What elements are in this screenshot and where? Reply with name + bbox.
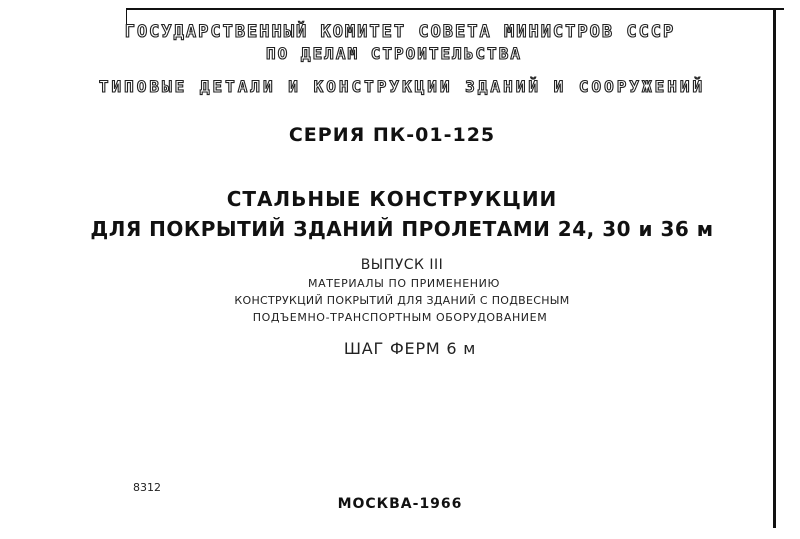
main-title-line-2: ДЛЯ ПОКРЫТИЙ ЗДАНИЙ ПРОЛЕТАМИ 24, 30 и 36 м — [90, 217, 714, 241]
materials-line-1: МАТЕРИАЛЫ ПО ПРИМЕНЕНИЮ — [308, 277, 500, 290]
series-title: СЕРИЯ ПК-01-125 — [288, 124, 496, 146]
city-year: МОСКВА-1966 — [337, 496, 463, 512]
materials-line-3: ПОДЪЕМНО-ТРАНСПОРТНЫМ ОБОРУДОВАНИЕМ — [252, 311, 548, 324]
frame-top-border — [126, 8, 784, 10]
main-title-line-1: СТАЛЬНЫЕ КОНСТРУКЦИИ — [226, 187, 558, 211]
committee-line-2: ПО ДЕЛАМ СТРОИТЕЛЬСТВА — [266, 44, 522, 63]
materials-line-2: КОНСТРУКЦИЙ ПОКРЫТИЙ ДЛЯ ЗДАНИЙ С ПОДВЕСНЫМ — [234, 294, 570, 307]
issue-label: ВЫПУСК III — [360, 257, 444, 273]
category-line: ТИПОВЫЕ ДЕТАЛИ И КОНСТРУКЦИИ ЗДАНИЙ И СООРУЖЕНИЙ — [98, 77, 706, 96]
document-code: 8312 — [133, 481, 161, 494]
committee-line-1: ГОСУДАРСТВЕННЫЙ КОМИТЕТ СОВЕТА МИНИСТРОВ СССР — [124, 22, 676, 42]
truss-step: ШАГ ФЕРМ 6 м — [343, 339, 477, 358]
